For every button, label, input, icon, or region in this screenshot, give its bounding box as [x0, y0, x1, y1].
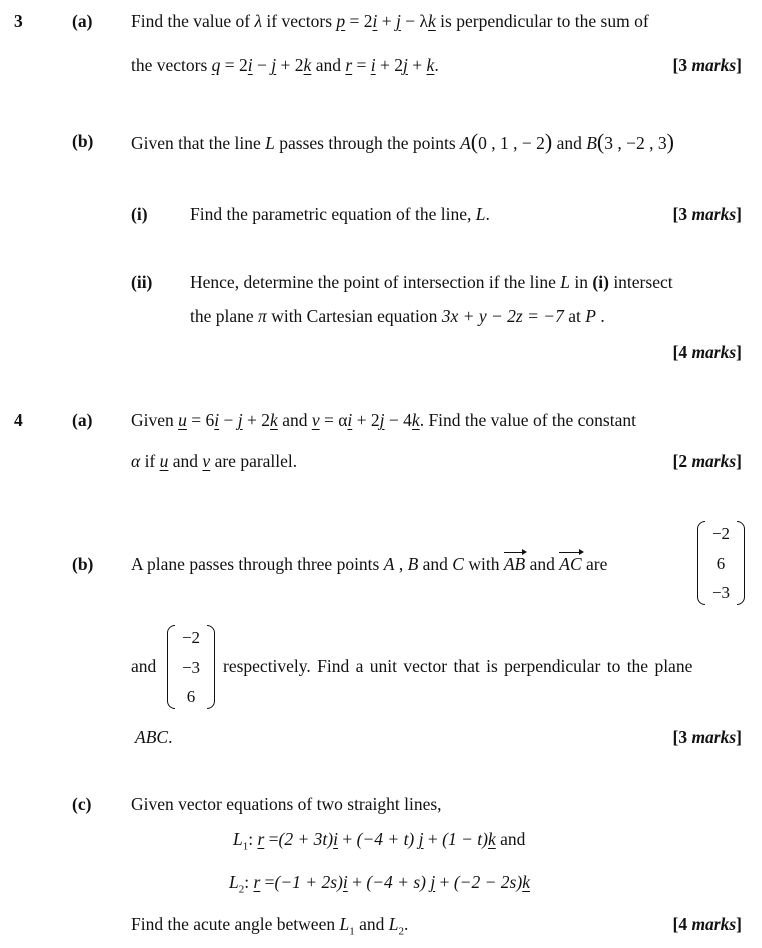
part-label-3a: (a)	[72, 11, 93, 31]
text: and	[500, 829, 526, 849]
line-L: L	[560, 272, 571, 292]
text: intersect	[613, 272, 673, 292]
q3bii-line2	[190, 308, 605, 326]
subscript: 2	[398, 925, 404, 938]
unit-vector-i: i	[372, 11, 378, 31]
vector-component: −2	[711, 524, 731, 543]
vector-component: −3	[181, 657, 201, 677]
unit-vector-i: i	[347, 410, 353, 430]
marks-word: marks	[691, 342, 737, 362]
right-bracket	[207, 625, 215, 709]
line-L1: L	[233, 829, 243, 849]
point-A: A	[460, 133, 471, 153]
unit-vector-k: k	[270, 410, 278, 430]
right-bracket	[737, 521, 745, 605]
term-k-coeff: (1 − t)	[442, 829, 488, 849]
unit-vector-j: j	[379, 410, 385, 430]
text: :	[244, 872, 250, 892]
vector-AC-label: AC	[559, 554, 582, 574]
text: = α	[324, 410, 348, 430]
point-A-coords: 0 , 1 , − 2	[478, 133, 545, 153]
q4b-line2-text: respectively. Find a unit vector that is perpendicular to the plane	[223, 656, 693, 676]
q3a-line1	[131, 13, 649, 31]
unit-vector-k: k	[426, 55, 435, 75]
text: Find the acute angle between	[131, 914, 336, 934]
vector-u: u	[178, 410, 187, 430]
text: the plane	[190, 306, 254, 326]
marks-4a: [2 marks]	[672, 451, 742, 471]
vector-component: 6	[186, 687, 196, 706]
text: + 2	[280, 55, 304, 75]
unit-vector-j: j	[403, 55, 408, 75]
marks-value: 4	[678, 342, 688, 362]
line-L1: L	[339, 914, 350, 934]
subscript: 1	[242, 840, 249, 853]
left-bracket	[697, 521, 705, 605]
alpha-symbol: α	[131, 451, 141, 471]
text: +	[342, 829, 353, 849]
line-L: L	[265, 133, 275, 153]
text: +	[439, 872, 450, 892]
vector-r: r	[253, 872, 261, 892]
text: if	[144, 451, 156, 471]
question-number-4: 4	[14, 410, 23, 430]
q3b-text: Given that the line L passes through the points A(0 , 1 , − 2) and B(3 , −2 , 3)	[131, 129, 674, 154]
text: and	[556, 133, 582, 153]
text: in	[574, 272, 589, 292]
text: Given	[131, 410, 174, 430]
unit-vector-i: i	[370, 55, 376, 75]
cartesian-equation: 3x + y − 2z = −7	[441, 306, 564, 326]
unit-vector-k: k	[487, 829, 496, 849]
text: . Find the value of the constant	[419, 410, 636, 430]
marks-value: 3	[678, 204, 688, 224]
term-i-coeff: (−1 + 2s)	[274, 872, 343, 892]
vector-r: r	[345, 55, 353, 75]
line-equation-L1	[233, 831, 525, 853]
term-k-coeff: (−2 − 2s)	[453, 872, 523, 892]
marks-word: marks	[691, 727, 737, 747]
text: with Cartesian equation	[271, 306, 438, 326]
marks-value: 3	[678, 727, 688, 747]
text: are	[586, 554, 608, 574]
vector-component: −3	[711, 583, 731, 602]
vector-AB-label: AB	[503, 554, 526, 574]
text: −	[223, 410, 234, 430]
point-B-coords: 3 , −2 , 3	[604, 133, 667, 153]
term-j-coeff: (−4 + t)	[356, 829, 415, 849]
text: are parallel.	[214, 451, 298, 471]
part-label-3b: (b)	[72, 131, 94, 151]
point-C: C	[452, 554, 464, 574]
text: and	[359, 914, 385, 934]
marks-4c: [4 marks]	[672, 914, 742, 934]
text: +	[427, 829, 438, 849]
text: and	[529, 554, 555, 574]
text: .	[485, 204, 490, 224]
q4b-line3	[135, 729, 172, 747]
unit-vector-k: k	[522, 872, 530, 892]
text: :	[248, 829, 254, 849]
marks-value: 3	[678, 55, 688, 75]
text: and	[282, 410, 308, 430]
text: and	[315, 55, 341, 75]
column-vector-AB	[697, 521, 745, 605]
unit-vector-k: k	[303, 55, 312, 75]
unit-vector-i: i	[342, 872, 348, 892]
text: passes through the points	[279, 133, 456, 153]
point-B: B	[586, 133, 597, 153]
text: + 2	[247, 410, 271, 430]
text: Hence, determine the point of intersection if the line	[190, 272, 556, 292]
text: A plane passes through three points	[131, 554, 380, 574]
text: with	[468, 554, 500, 574]
unit-vector-j: j	[271, 55, 277, 75]
text: − λ	[405, 11, 429, 31]
text: =	[356, 55, 367, 75]
q4c-final	[131, 916, 408, 938]
text: Given that the line	[131, 133, 261, 153]
question-number-3: 3	[14, 11, 23, 31]
text: − 4	[388, 410, 412, 430]
term-i-coeff: (2 + 3t)	[278, 829, 334, 849]
column-vector-AC	[167, 625, 215, 709]
plane-ABC: ABC	[135, 727, 169, 747]
text: the vectors	[131, 55, 208, 75]
text: if vectors	[266, 11, 333, 31]
unit-vector-k: k	[411, 410, 420, 430]
text: Find the parametric equation of the line,	[190, 204, 472, 224]
q3bi-text	[190, 206, 490, 224]
vector-u: u	[159, 451, 169, 471]
vector-component: 6	[716, 553, 726, 573]
q4b-line1	[131, 556, 607, 574]
text: +	[412, 55, 423, 75]
line-equation-L2	[229, 874, 530, 896]
text: =	[268, 829, 279, 849]
marks-word: marks	[691, 204, 737, 224]
unit-vector-k: k	[428, 11, 436, 31]
line-L2: L	[229, 872, 239, 892]
text: + 2	[380, 55, 404, 75]
vector-q: q	[211, 55, 221, 75]
part-label-4a: (a)	[72, 410, 93, 430]
marks-4b: [3 marks]	[672, 727, 742, 747]
lambda-symbol: λ	[254, 11, 263, 31]
text: is perpendicular to the sum of	[440, 11, 649, 31]
q3bii-line1	[190, 274, 673, 292]
subscript: 1	[349, 925, 355, 938]
line-L: L	[475, 204, 486, 224]
part-label-4b: (b)	[72, 554, 94, 574]
marks-word: marks	[691, 914, 737, 934]
left-bracket	[167, 625, 175, 709]
marks-3a: [3 marks]	[672, 55, 742, 75]
subpart-label-ii: (ii)	[131, 272, 153, 292]
marks-3bii: [4 marks]	[672, 342, 742, 362]
unit-vector-i: i	[214, 410, 220, 430]
vector-r: r	[257, 829, 265, 849]
text: .	[168, 727, 173, 747]
text: ,	[398, 554, 404, 574]
unit-vector-j: j	[430, 872, 436, 892]
text: +	[381, 11, 392, 31]
text: +	[352, 872, 363, 892]
q4b-line2-and: and	[131, 656, 157, 676]
vector-v: v	[311, 410, 320, 430]
text: Find the value of	[131, 11, 251, 31]
unit-vector-j: j	[418, 829, 424, 849]
subpart-label-i: (i)	[131, 204, 148, 224]
text: = 6	[191, 410, 215, 430]
subscript: 2	[238, 883, 245, 896]
marks-value: 2	[678, 451, 688, 471]
line-L2: L	[388, 914, 399, 934]
text: .	[434, 55, 439, 75]
q4c-intro: Given vector equations of two straight lines,	[131, 794, 442, 814]
text: at	[568, 306, 581, 326]
vector-v: v	[202, 451, 211, 471]
text: and	[422, 554, 448, 574]
text: .	[403, 914, 409, 934]
unit-vector-j: j	[237, 410, 243, 430]
text: = 2	[224, 55, 248, 75]
q4a-line2	[131, 453, 297, 471]
marks-value: 4	[678, 914, 688, 934]
plane-pi: π	[258, 306, 267, 326]
vector-p: p	[336, 11, 346, 31]
text: and	[172, 451, 199, 471]
unit-vector-j: j	[396, 11, 401, 31]
marks-word: marks	[691, 55, 737, 75]
unit-vector-i: i	[247, 55, 253, 75]
reference-i: (i)	[592, 272, 609, 292]
unit-vector-i: i	[333, 829, 338, 849]
part-label-4c: (c)	[72, 794, 92, 814]
vector-component: −2	[181, 628, 201, 647]
text: + 2	[356, 410, 380, 430]
q4a-line1	[131, 412, 636, 430]
text: = 2	[349, 11, 373, 31]
marks-word: marks	[691, 451, 737, 471]
text: =	[264, 872, 275, 892]
point-P: P	[585, 306, 596, 326]
text: .	[600, 306, 605, 326]
term-j-coeff: (−4 + s)	[366, 872, 426, 892]
marks-3bi: [3 marks]	[672, 204, 742, 224]
point-B: B	[407, 554, 419, 574]
text: −	[257, 55, 267, 75]
point-A: A	[383, 554, 395, 574]
q3a-line2	[131, 57, 439, 75]
